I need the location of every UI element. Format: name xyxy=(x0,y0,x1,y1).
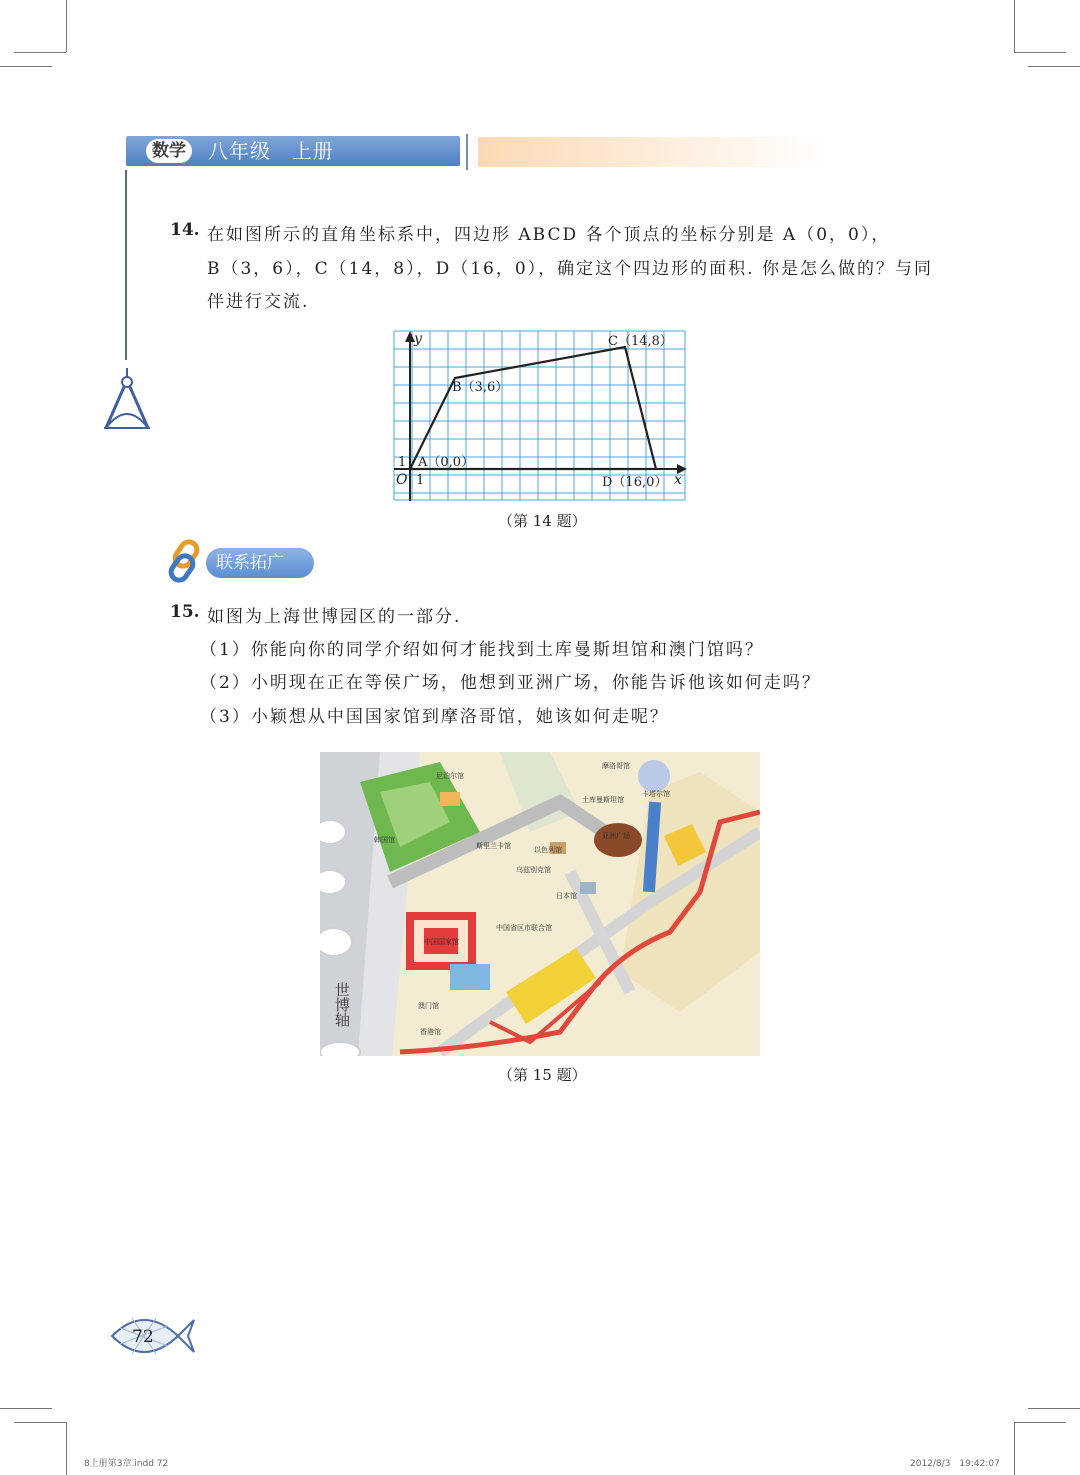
map-label-china-provincial: 中国省区市联合馆 xyxy=(496,924,552,932)
map-label-asia-square: 亚洲广场 xyxy=(602,832,630,840)
crop-mark xyxy=(0,66,52,67)
header-fade xyxy=(478,137,828,167)
unit-y-label: 1 xyxy=(398,455,407,470)
q15-sub1: （1）你能向你的同学介绍如何才能找到土库曼斯坦馆和澳门馆吗？ xyxy=(200,640,764,660)
x-axis-label: x xyxy=(674,472,682,488)
q14-line3: 伴进行交流. xyxy=(207,292,310,312)
crop-mark xyxy=(0,1408,52,1409)
footer-file: 8上册第3章.indd 72 xyxy=(84,1459,169,1469)
crop-mark xyxy=(1028,1408,1080,1409)
label-a: A（0,0） xyxy=(418,455,475,470)
q14-number: 14. xyxy=(170,220,200,240)
q15-sub2: （2）小明现在正在等侯广场，他想到亚洲广场，你能告诉他该如何走吗？ xyxy=(200,673,821,693)
map-label-turkmen: 土库曼斯坦馆 xyxy=(582,796,624,804)
crop-mark xyxy=(1014,0,1015,52)
crop-mark xyxy=(66,0,67,52)
chain-link-icon xyxy=(164,538,208,584)
fish-page-icon xyxy=(108,1308,196,1364)
q15-intro: 如图为上海世博园区的一部分. xyxy=(207,607,462,627)
quadrilateral-abcd xyxy=(410,347,656,469)
map-label-hongkong: 香港馆 xyxy=(420,1028,441,1036)
y-axis-label: y xyxy=(414,331,422,347)
q14-caption: （第 14 题） xyxy=(498,512,587,530)
q14-line2: B（3，6），C（14，8），D（16，0），确定这个四边形的面积. 你是怎么做的？与同 xyxy=(207,259,933,279)
header-divider xyxy=(466,134,468,170)
crop-mark xyxy=(1028,66,1080,67)
compass-icon xyxy=(100,360,154,434)
unit-x-label: 1 xyxy=(416,473,425,488)
crop-mark xyxy=(1014,1422,1066,1423)
map-label-korea: 韩国馆 xyxy=(374,836,395,844)
book-title: 八年级 上册 xyxy=(208,139,334,163)
q15-number: 15. xyxy=(170,602,200,622)
map-label-srilanka: 斯里兰卡馆 xyxy=(476,842,511,850)
subject-badge: 数学 xyxy=(146,139,192,163)
q14-line1: 在如图所示的直角坐标系中，四边形 ABCD 各个顶点的坐标分别是 A（0，0）， xyxy=(207,225,891,245)
map-label-china-national: 中国国家馆 xyxy=(424,938,459,946)
map-label-qatar: 卡塔尔馆 xyxy=(642,790,670,798)
label-d: D（16,0） xyxy=(602,475,668,490)
map-label-morocco: 摩洛哥馆 xyxy=(602,762,630,770)
map-axis-label: 世博轴 xyxy=(333,982,351,1027)
q14-coordinate-graph xyxy=(392,329,688,503)
page-number: 72 xyxy=(132,1327,154,1347)
label-b: B（3,6） xyxy=(452,380,509,395)
crop-mark xyxy=(14,52,66,53)
q15-sub3: （3）小颖想从中国国家馆到摩洛哥馆，她该如何走呢？ xyxy=(200,707,669,727)
crop-mark xyxy=(66,1422,67,1475)
origin-label: O xyxy=(396,472,408,488)
crop-mark xyxy=(14,1422,66,1423)
map-label-israel: 以色列馆 xyxy=(534,846,562,854)
crop-mark xyxy=(1014,52,1066,53)
map-label-japan: 日本馆 xyxy=(556,892,577,900)
map-label-uzbek: 乌兹别克馆 xyxy=(516,866,551,874)
margin-line xyxy=(125,170,127,360)
section-heading: 联系拓广 xyxy=(206,548,314,578)
label-c: C（14,8） xyxy=(608,334,673,349)
q15-caption: （第 15 题） xyxy=(498,1066,587,1084)
crop-mark xyxy=(1014,1422,1015,1475)
map-label-nepal: 尼泊尔馆 xyxy=(436,772,464,780)
map-label-macau: 澳门馆 xyxy=(418,1002,439,1010)
footer-timestamp: 2012/8/3 19:42:07 xyxy=(910,1459,1000,1469)
expo-park-map xyxy=(320,752,760,1056)
